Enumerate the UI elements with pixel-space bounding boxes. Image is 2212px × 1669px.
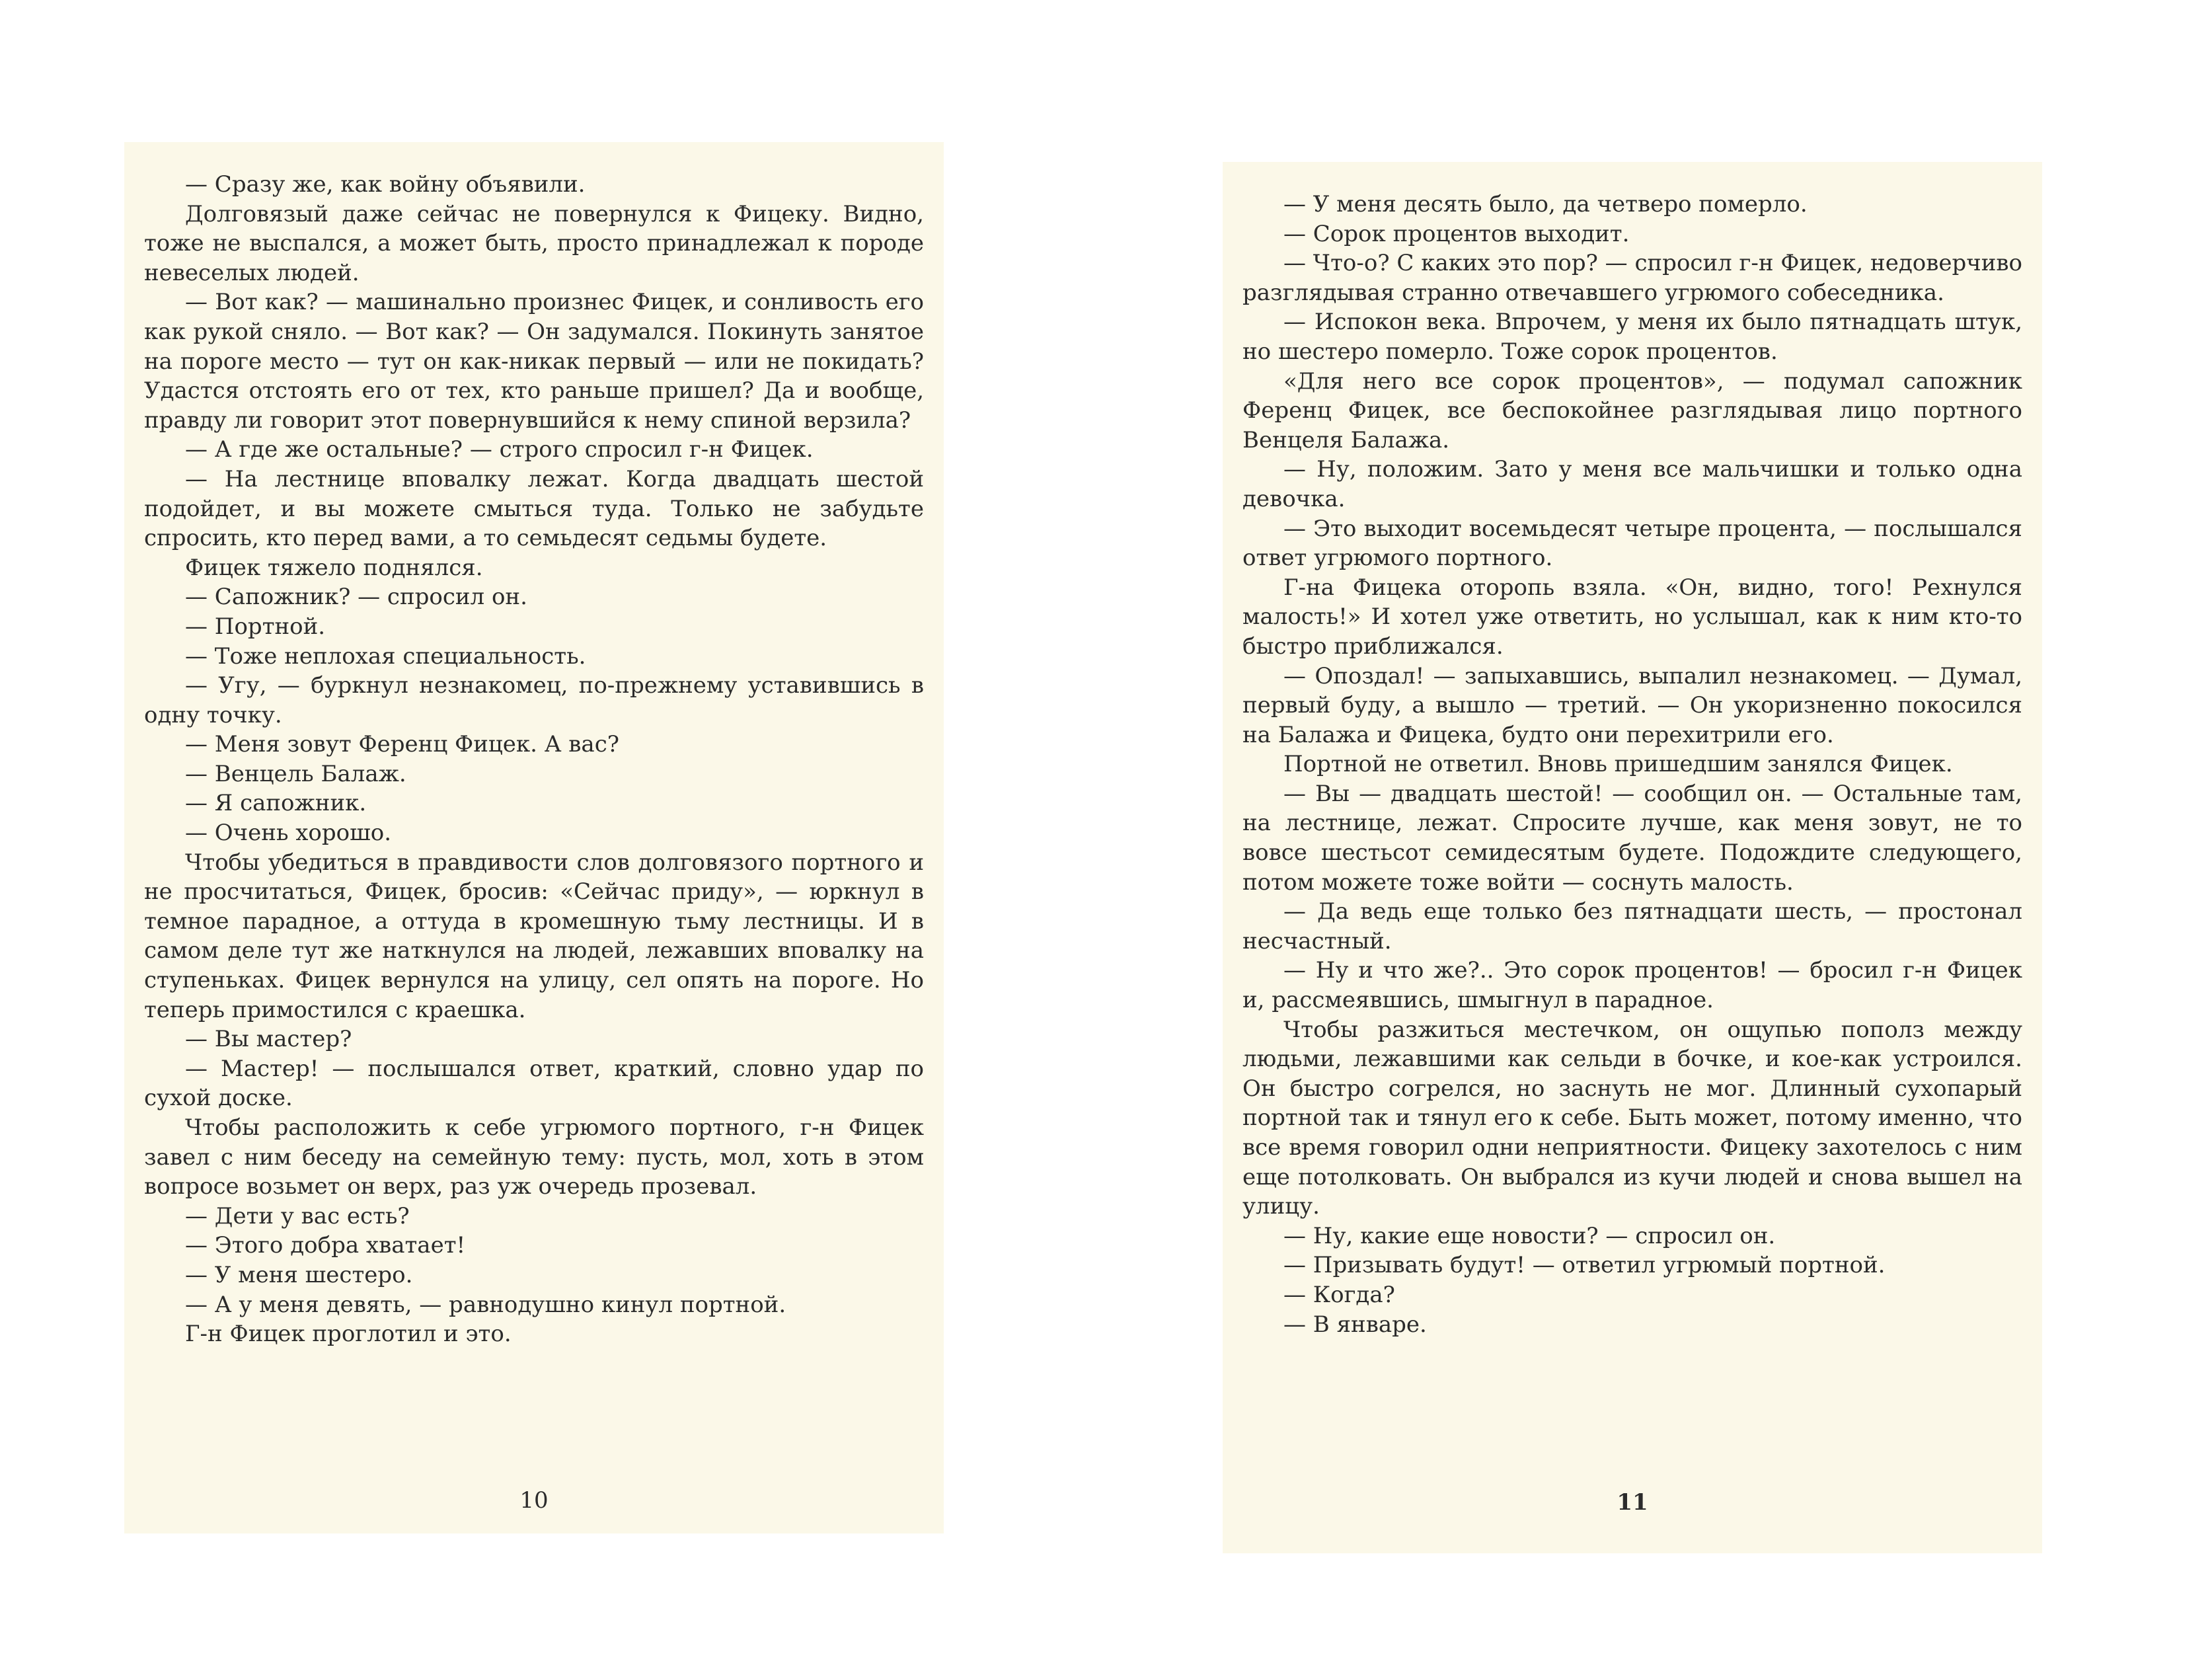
paragraph: — Дети у вас есть? [185, 1202, 410, 1229]
paragraph: — Испокон века. Впрочем, у меня их было пятнадцать штук, но шестеро померло. Тоже сорок процентов. [1242, 309, 2022, 365]
right-page-text [1242, 190, 2022, 1339]
right-book-page [1223, 162, 2042, 1553]
paragraph: — Призывать будут! — ответил угрюмый портной. [1283, 1252, 1886, 1279]
paragraph: Г-н Фицек проглотил и это. [185, 1321, 512, 1348]
paragraph: — Тоже неплохая специальность. [185, 642, 586, 670]
paragraph: — А где же остальные? — строго спросил г-н Фицек. [185, 436, 814, 463]
paragraph: Долговязый даже сейчас не повернулся к Фицеку. Видно, тоже не выспался, а может быть, просто принадлежал к породе невеселых людей. [144, 200, 924, 286]
paragraph: — Когда? [1283, 1281, 1395, 1308]
paragraph: Чтобы разжиться местечком, он ощупью пополз между людьми, лежавшими как сельди в бочке, и кое-как устроился. Он быстро согрелся, но заснуть не мог. Длинный сухопарый портной так и тянул его к себе. Быть может, потому именно, что все время говорил одни неприятности. Фицеку захотелось с ним еще потолковать. Он выбрался из кучи людей и снова вышел на улицу. [1242, 1016, 2022, 1220]
paragraph: — Мастер! — послышался ответ, краткий, словно удар по сухой доске. [144, 1055, 924, 1112]
paragraph: — На лестнице вповалку лежат. Когда двадцать шестой подойдет, и вы можете смыться туда. Только не забудьте спросить, кто перед вами, а то семьдесят седьмы будете. [144, 465, 924, 552]
paragraph: — Вы мастер? [185, 1026, 352, 1053]
paragraph: — А у меня девять, — равнодушно кинул портной. [185, 1291, 786, 1318]
paragraph: Фицек тяжело поднялся. [185, 554, 483, 581]
left-page-text [144, 170, 924, 1349]
page-number: 11 [1617, 1489, 1648, 1516]
paragraph: — Да ведь еще только без пятнадцати шесть, — простонал несчастный. [1242, 898, 2022, 954]
paragraph: — Угу, — буркнул незнакомец, по-прежнему уставившись в одну точку. [144, 672, 924, 728]
paragraph: — Сорок процентов выходит. [1283, 220, 1630, 247]
paragraph: — Я сапожник. [185, 790, 367, 817]
paragraph: — В январе. [1283, 1311, 1427, 1338]
paragraph: Чтобы убедиться в правдивости слов долговязого портного и не просчитаться, Фицек, бросив: «Сейчас приду», — юркнул в темное парадное, а оттуда в кромешную тьму лестницы. И в самом деле тут же наткнулся на людей, лежавших вповалку на ступеньках. Фицек вернулся на улицу, сел опять на пороге. Но теперь примостился с краешка. [144, 849, 924, 1023]
left-book-page [124, 142, 944, 1533]
paragraph: Чтобы расположить к себе угрюмого портного, г-н Фицек завел с ним беседу на семейную тему: пусть, мол, хоть в этом вопросе возьмет он верх, раз уж очередь прозевал. [144, 1114, 924, 1200]
paragraph: — Очень хорошо. [185, 820, 392, 847]
paragraph: — Что-о? С каких это пор? — спросил г-н Фицек, недоверчиво разглядывая странно отвечавшего угрюмого собеседника. [1242, 250, 2022, 306]
page-number: 10 [519, 1487, 549, 1514]
paragraph: — Сразу же, как войну объявили. [185, 171, 586, 198]
paragraph: — Вот как? — машинально произнес Фицек, и сонливость его как рукой сняло. — Вот как? — Он задумался. Покинуть занятое на пороге место — тут он как-никак первый — или не покидать? Удастся отстоять его от тех, кто раньше пришел? Да и вообще, правду ли говорит этот повернувшийся к нему спиной верзила? [144, 289, 924, 434]
paragraph: — Опоздал! — запыхавшись, выпалил незнакомец. — Думал, первый буду, а вышло — третий. — Он укоризненно покосился на Балажа и Фицека, будто они перехитрили его. [1242, 662, 2022, 748]
paragraph: «Для него все сорок процентов», — подумал сапожник Ференц Фицек, все беспокойнее разглядывая лицо портного Венцеля Балажа. [1242, 368, 2022, 453]
paragraph: — У меня шестеро. [185, 1261, 413, 1288]
paragraph: — Ну, какие еще новости? — спросил он. [1283, 1222, 1776, 1249]
paragraph: — Портной. [185, 613, 326, 640]
paragraph: Портной не ответил. Вновь пришедшим занялся Фицек. [1283, 751, 1953, 778]
paragraph: — Этого добра хватает! [185, 1232, 466, 1259]
paragraph: — Венцель Балаж. [185, 760, 406, 787]
paragraph: — Сапожник? — спросил он. [185, 584, 527, 611]
paragraph: — Меня зовут Ференц Фицек. А вас? [185, 731, 619, 758]
paragraph: — Это выходит восемьдесят четыре процента, — послышался ответ угрюмого портного. [1242, 515, 2022, 572]
paragraph: Г-на Фицека оторопь взяла. «Он, видно, того! Рехнулся малость!» И хотел уже ответить, но услышал, как к ним кто-то быстро приближался. [1242, 574, 2022, 660]
paragraph: — Ну, положим. Зато у меня все мальчишки и только одна девочка. [1242, 456, 2022, 512]
paragraph: — Ну и что же?.. Это сорок процентов! — бросил г-н Фицек и, рассмеявшись, шмыгнул в парадное. [1242, 957, 2022, 1014]
paragraph: — Вы — двадцать шестой! — сообщил он. — Остальные там, на лестнице, лежат. Спросите лучше, как меня зовут, не то вовсе шестьсот семидесятым будете. Подождите следующего, потом можете тоже войти — соснуть малость. [1242, 780, 2022, 896]
paragraph: — У меня десять было, да четверо померло. [1283, 191, 1808, 217]
